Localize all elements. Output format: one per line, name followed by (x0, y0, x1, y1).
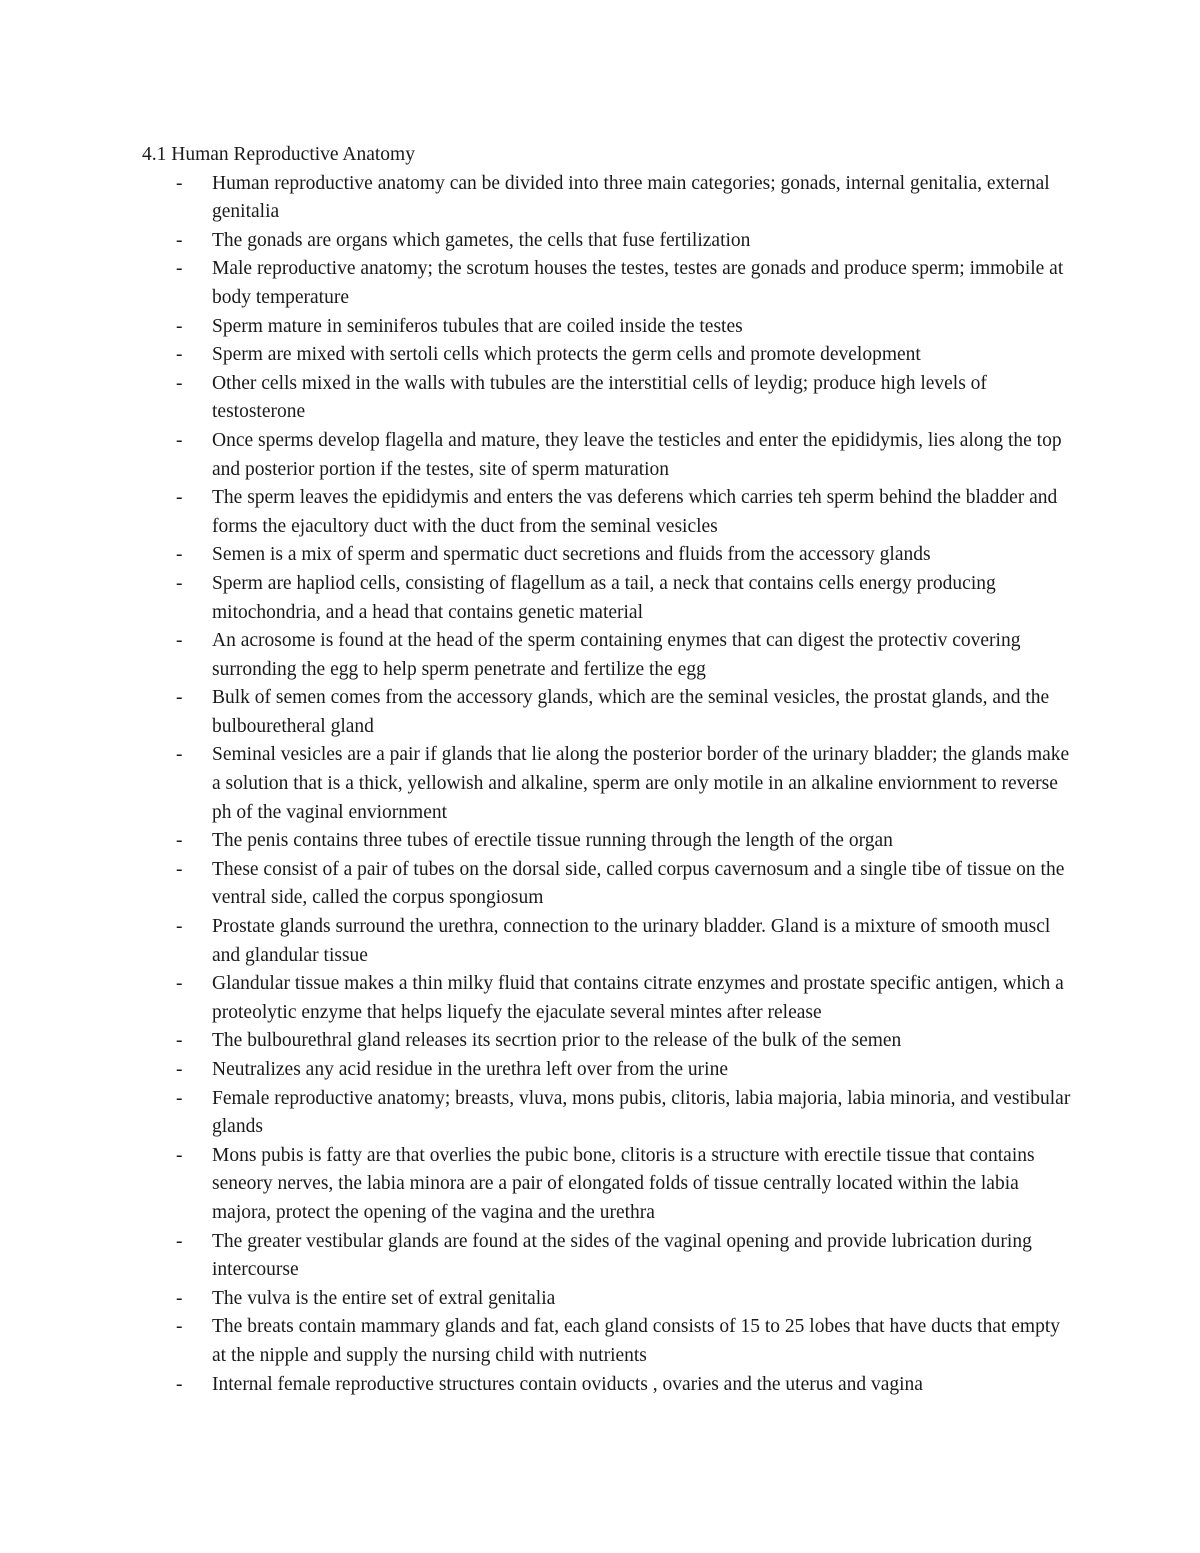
bullet-dash: - (176, 744, 183, 766)
list-item (142, 1285, 1072, 1314)
bullet-dash: - (176, 1059, 183, 1080)
list-item-text: Bulk of semen comes from the accessory glands, which are the seminal vesicles, the prostat glands, and the bulbouretheral gland (212, 687, 1050, 737)
bullet-dash: - (176, 1316, 183, 1338)
list-item-text: Other cells mixed in the walls with tubules are the interstitial cells of leydig; produce high levels of testosterone (212, 372, 987, 423)
list-item-text: Sperm are mixed with sertoli cells which protects the germ cells and promote development (212, 344, 921, 366)
list-item (142, 170, 1072, 227)
list-item-text: An acrosome is found at the head of the sperm containing enymes that can digest the protectiv covering surronding the egg to help sperm penetrate and fertilize the egg (212, 630, 1021, 680)
list-item (142, 370, 1072, 427)
list-item (142, 541, 1072, 570)
list-item (142, 570, 1072, 627)
list-item (142, 627, 1072, 684)
list-item (142, 1142, 1072, 1228)
bullet-dash: - (176, 172, 183, 194)
list-item-text: Prostate glands surround the urethra, connection to the urinary bladder. Gland is a mixture of smooth muscl and glandular tissue (212, 916, 1051, 966)
bullet-dash: - (176, 1373, 183, 1395)
list-item-text: Mons pubis is fatty are that overlies the pubic bone, clitoris is a structure with erectile tissue that contains seneory nerves, the labia minora are a pair of elongated folds of tissue centrally located within the labia majora, protect the opening of the vagina and the urethra (212, 1144, 1035, 1223)
list-item (142, 913, 1072, 970)
bullet-dash: - (176, 315, 183, 337)
list-item (142, 827, 1072, 856)
list-item-text: The gonads are organs which gametes, the cells that fuse fertilization (212, 229, 751, 251)
list-item-text: Internal female reproductive structures contain oviducts , ovaries and the uterus and vagina (212, 1373, 923, 1395)
list-item-text: Once sperms develop flagella and mature, they leave the testicles and enter the epididymis, lies along the top and posterior portion if the testes, site of sperm maturation (212, 429, 1062, 480)
list-item (142, 1056, 1072, 1085)
bullet-dash: - (176, 1030, 183, 1052)
bullet-dash: - (176, 372, 183, 394)
list-item-text: Female reproductive anatomy; breasts, vluva, mons pubis, clitoris, labia majoria, labia minoria, and vestibular glands (212, 1087, 1071, 1138)
list-item-text: Neutralizes any acid residue in the urethra left over from the urine (212, 1059, 728, 1080)
bullet-dash: - (176, 544, 183, 566)
list-item-text: The vulva is the entire set of extral genitalia (212, 1287, 556, 1309)
bullet-dash: - (176, 258, 183, 280)
list-item-text: The sperm leaves the epididymis and enters the vas deferens which carries teh sperm behind the bladder and forms the ejacultory duct with the duct from the seminal vesicles (212, 487, 1058, 537)
bullet-dash: - (176, 487, 183, 509)
list-item (142, 313, 1072, 342)
section-heading: 4.1 Human Reproductive Anatomy (142, 144, 415, 165)
list-item-text: The bulbourethral gland releases its secrtion prior to the release of the bulk of the semen (212, 1030, 902, 1052)
list-item-text: These consist of a pair of tubes on the dorsal side, called corpus cavernosum and a single tibe of tissue on the ventral side, called the corpus spongiosum (212, 858, 1065, 909)
list-item (142, 427, 1072, 484)
list-item-text: Male reproductive anatomy; the scrotum houses the testes, testes are gonads and produce sperm; immobile at body temperature (212, 258, 1064, 308)
bullet-dash: - (176, 1287, 183, 1309)
list-item-text: Glandular tissue makes a thin milky fluid that contains citrate enzymes and prostate specific antigen, which a proteolytic enzyme that helps liquefy the ejaculate several mintes after release (212, 973, 1064, 1023)
bullet-dash: - (176, 687, 183, 709)
bullet-dash: - (176, 916, 183, 938)
list-item-text: The penis contains three tubes of erectile tissue running through the length of the organ (212, 830, 893, 852)
list-item-text: The breats contain mammary glands and fat, each gland consists of 15 to 25 lobes that have ducts that empty at the nipple and supply the nursing child with nutrients (212, 1316, 1061, 1366)
bullet-dash: - (176, 229, 183, 251)
list-item (142, 1027, 1072, 1056)
bullet-dash: - (176, 1230, 183, 1252)
list-item-text: Human reproductive anatomy can be divided into three main categories; gonads, internal genitalia, external genitalia (212, 172, 1050, 223)
list-item-text: The greater vestibular glands are found at the sides of the vaginal opening and provide lubrication during intercourse (212, 1230, 1032, 1281)
list-item (142, 1228, 1072, 1285)
document-body (142, 141, 1072, 1399)
list-item (142, 227, 1072, 256)
list-item (142, 341, 1072, 370)
list-item (142, 741, 1072, 827)
list-item-text: Semen is a mix of sperm and spermatic duct secretions and fluids from the accessory glands (212, 544, 931, 566)
list-item-text: Sperm are hapliod cells, consisting of flagellum as a tail, a neck that contains cells energy producing mitochondria, and a head that contains genetic material (212, 572, 996, 623)
list-item (142, 684, 1072, 741)
list-item (142, 856, 1072, 913)
bullet-dash: - (176, 572, 183, 594)
list-item-text: Sperm mature in seminiferos tubules that are coiled inside the testes (212, 315, 743, 337)
list-item (142, 484, 1072, 541)
list-item (142, 255, 1072, 312)
list-item (142, 1313, 1072, 1370)
list-item (142, 970, 1072, 1027)
bullet-dash: - (176, 344, 183, 366)
bullet-list (142, 170, 1072, 1400)
list-item (142, 1371, 1072, 1400)
bullet-dash: - (176, 630, 183, 652)
bullet-dash: - (176, 1087, 183, 1109)
bullet-dash: - (176, 858, 183, 880)
bullet-dash: - (176, 830, 183, 852)
list-item (142, 1085, 1072, 1142)
list-item-text: Seminal vesicles are a pair if glands that lie along the posterior border of the urinary bladder; the glands make a solution that is a thick, yellowish and alkaline, sperm are only motile in an alkaline enviornment to reverse ph of the vaginal enviornment (212, 744, 1070, 823)
bullet-dash: - (176, 1144, 183, 1166)
bullet-dash: - (176, 973, 183, 995)
bullet-dash: - (176, 429, 183, 451)
